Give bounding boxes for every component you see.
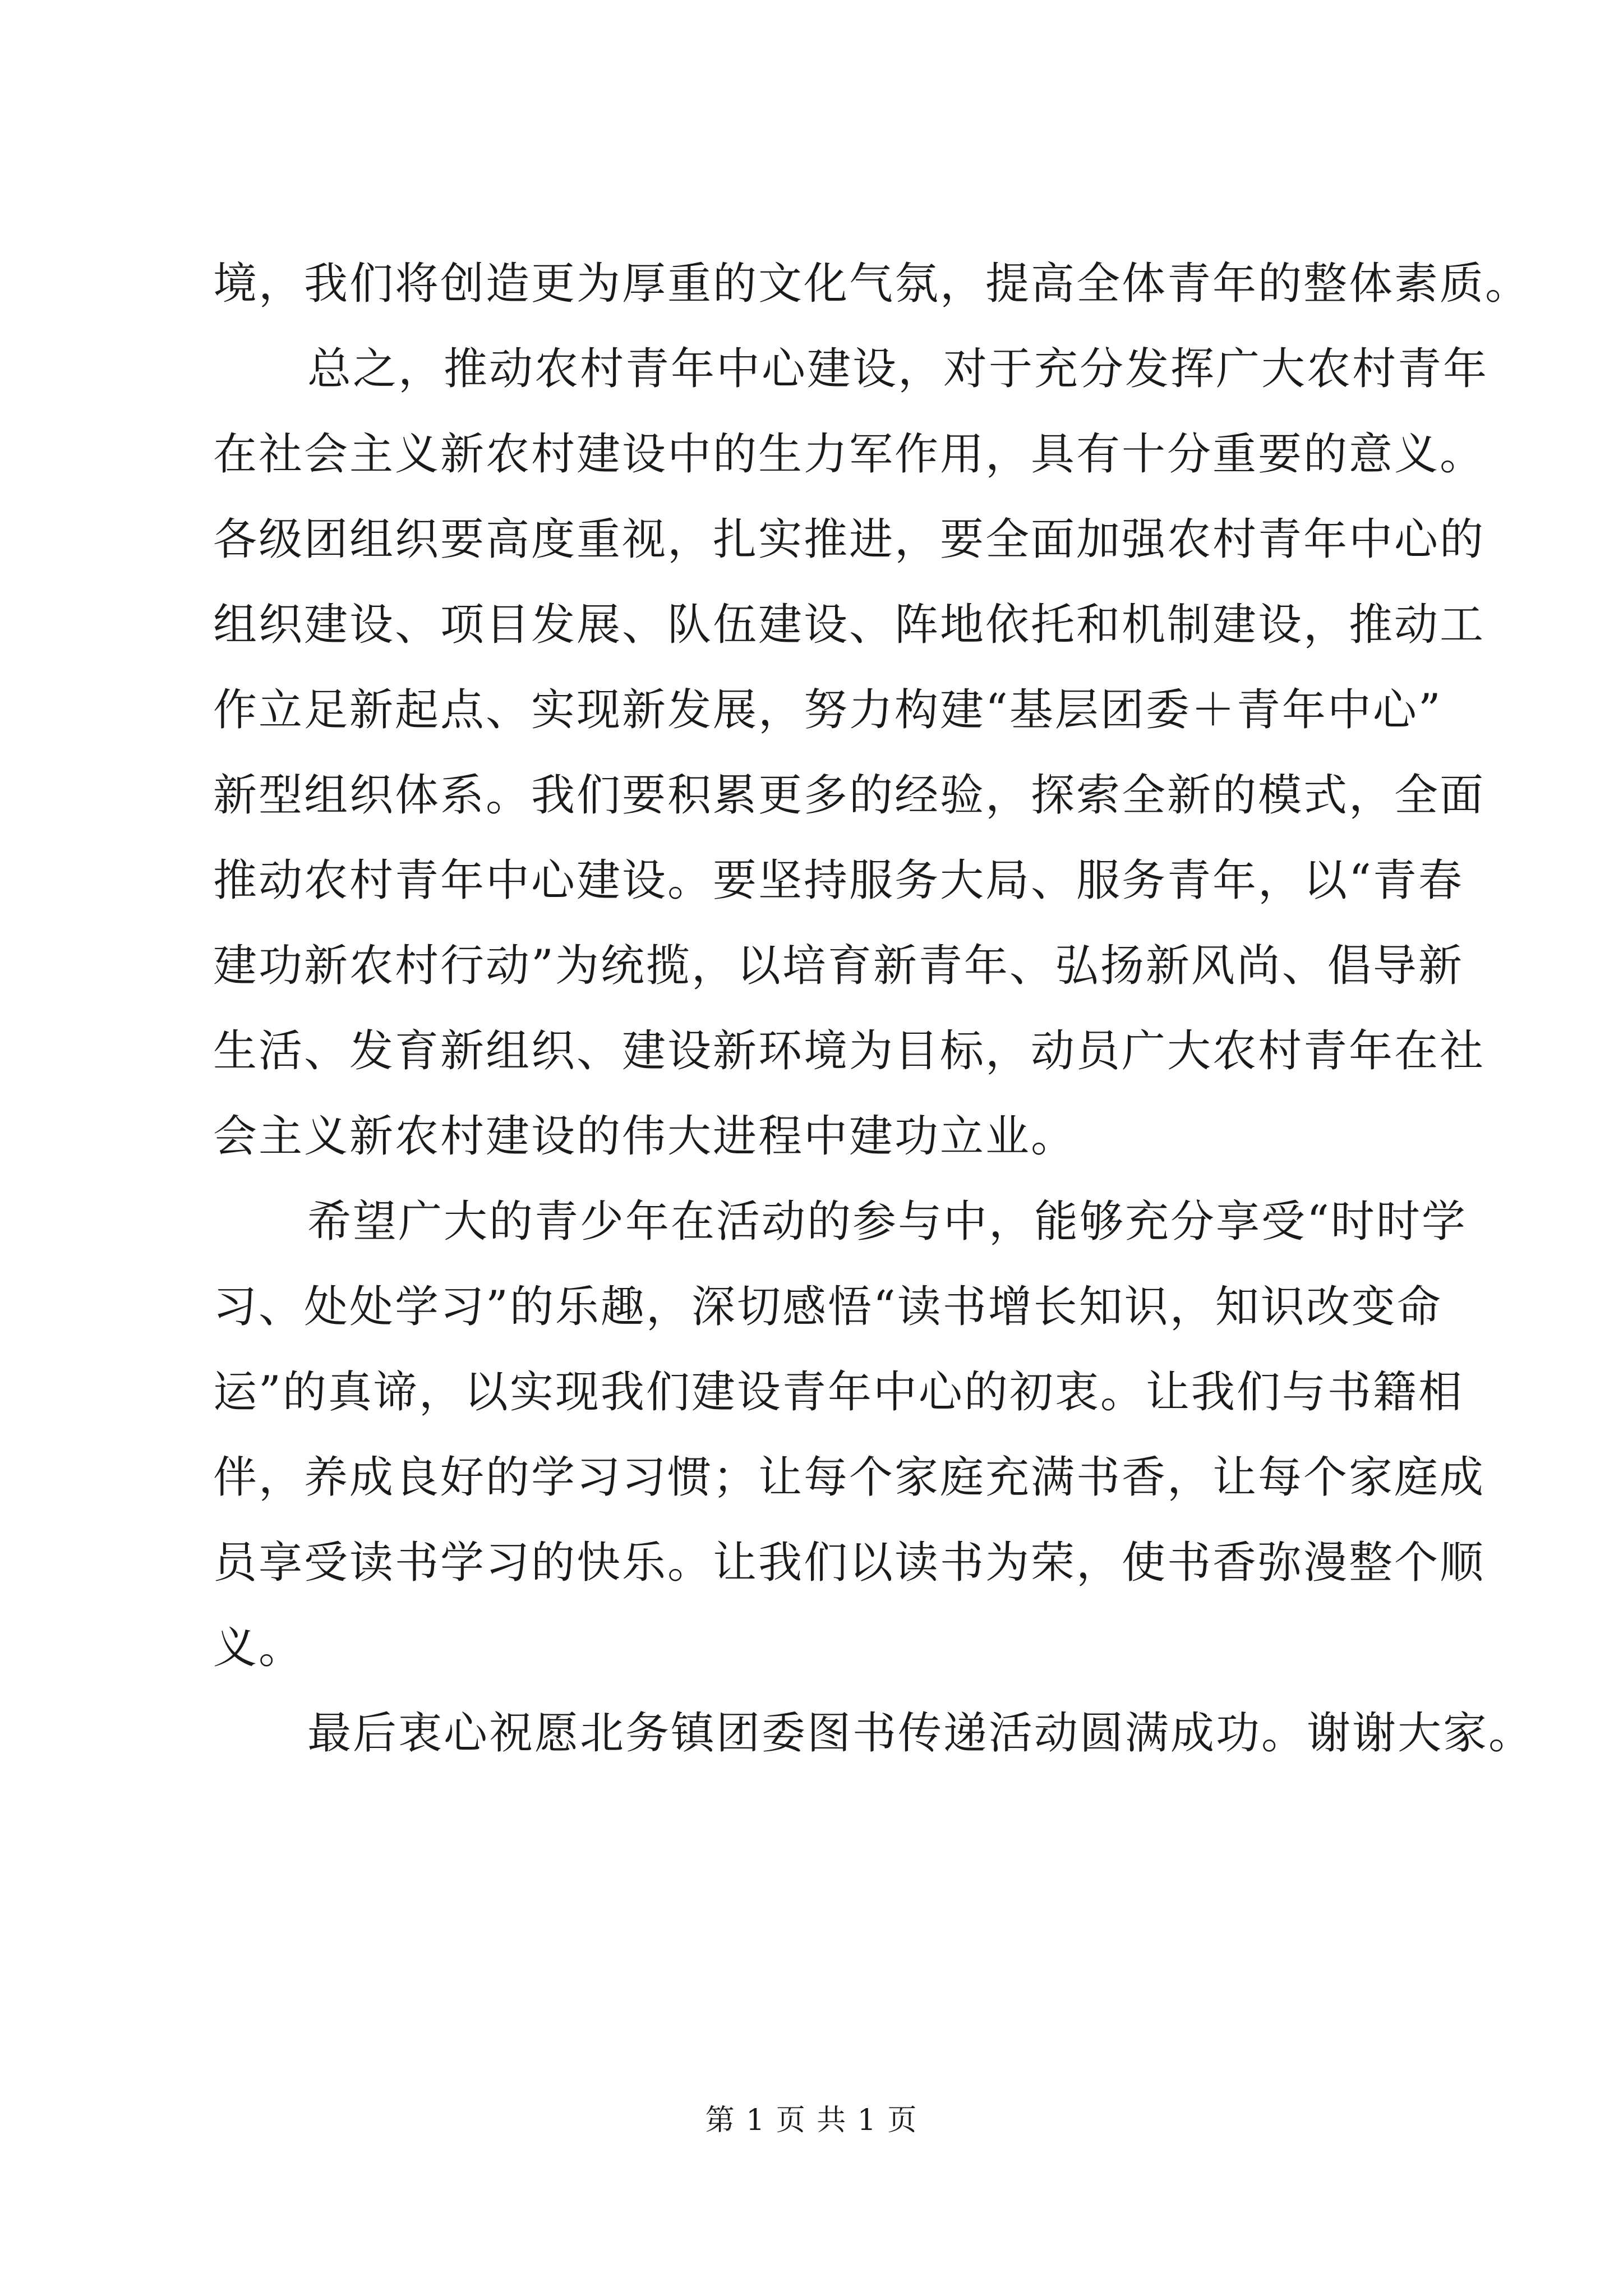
text-line: 总之，推动农村青年中心建设，对于充分发挥广大农村青年 (307, 344, 1489, 394)
text-line: 新型组织体系。我们要积累更多的经验，探索全新的模式，全面 (213, 770, 1486, 821)
paragraph-3 (213, 1179, 1486, 1691)
text-line: 生活、发育新组织、建设新环境为目标，动员广大农村青年在社 (213, 1026, 1486, 1076)
text-line: 最后衷心祝愿北务镇团委图书传递活动圆满成功。谢谢大家。 (307, 1708, 1534, 1759)
paragraph-1 (213, 241, 1531, 326)
text-line: 员享受读书学习的快乐。让我们以读书为荣，使书香弥漫整个顺 (213, 1538, 1486, 1588)
paragraph-4 (213, 1691, 1534, 1776)
text-line: 各级团组织要高度重视，扎实推进，要全面加强农村青年中心的 (213, 514, 1486, 565)
text-line: 境，我们将创造更为厚重的文化气氛，提高全体青年的整体素质。 (213, 259, 1531, 309)
paragraph-2 (213, 326, 1489, 1179)
text-line: 运”的真谛，以实现我们建设青年中心的初衷。让我们与书籍相 (213, 1367, 1464, 1418)
text-line: 伴，养成良好的学习习惯；让每个家庭充满书香，让每个家庭成 (213, 1452, 1486, 1503)
text-line: 会主义新农村建设的伟大进程中建功立业。 (213, 1111, 1077, 1162)
text-line: 推动农村青年中心建设。要坚持服务大局、服务青年，以“青春 (213, 855, 1464, 906)
text-line: 建功新农村行动”为统揽，以培育新青年、弘扬新风尚、倡导新 (213, 941, 1464, 991)
text-line: 在社会主义新农村建设中的生力军作用，具有十分重要的意义。 (213, 429, 1486, 480)
document-body (213, 241, 1534, 1776)
text-line: 习、处处学习”的乐趣，深切感悟“读书增长知识，知识改变命 (213, 1282, 1442, 1332)
page-number-label: 第 1 页 共 1 页 (705, 2104, 918, 2137)
text-line: 希望广大的青少年在活动的参与中，能够充分享受“时时学 (307, 1197, 1467, 1247)
text-line: 义。 (213, 1623, 305, 1673)
text-line: 组织建设、项目发展、队伍建设、阵地依托和机制建设，推动工 (213, 600, 1486, 650)
page-footer (0, 2098, 1623, 2143)
text-line: 作立足新起点、实现新发展，努力构建“基层团委＋青年中心” (213, 685, 1442, 735)
